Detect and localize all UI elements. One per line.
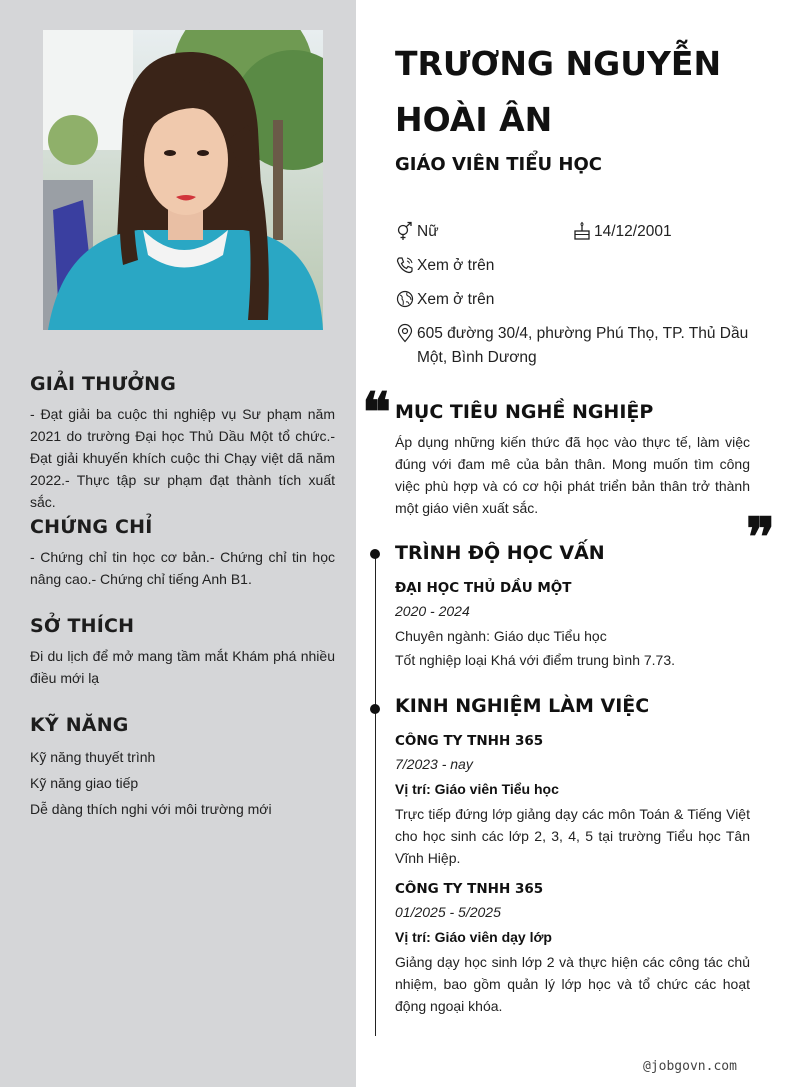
objective-title: MỤC TIÊU NGHỀ NGHIỆP: [395, 401, 654, 423]
open-quote-icon: ❝: [362, 380, 392, 444]
education-period: 2020 - 2024: [395, 603, 470, 619]
watermark-text: @jobgovn.com: [643, 1059, 737, 1074]
sidebar: [0, 0, 356, 1087]
job-description: Giảng dạy học sinh lớp 2 và thực hiện các công tác chủ nhiệm, bao gồm quản lý lớp học và tổ chức các hoạt động ngoại khóa.: [395, 954, 750, 1014]
candidate-name: TRƯƠNG NGUYỄN HOÀI ÂN: [395, 44, 722, 139]
school-name: ĐẠI HỌC THỦ DẦU MỘT: [395, 580, 572, 596]
timeline-dot: [370, 704, 380, 714]
certificates-text: - Chứng chỉ tin học cơ bản.- Chứng chỉ tin học nâng cao.- Chứng chỉ tiếng Anh B1.: [30, 549, 335, 587]
hobbies-title: SỞ THÍCH: [30, 615, 135, 637]
address-row: [395, 322, 750, 370]
job-role: Vị trí: Giáo viên dạy lớp: [395, 929, 552, 945]
gender-row: [395, 220, 439, 244]
address-value: 605 đường 30/4, phường Phú Thọ, TP. Thủ Dầu Một, Bình Dương: [417, 325, 749, 366]
phone-value: Xem ở trên: [417, 257, 495, 274]
education-major: Chuyên ngành: Giáo dục Tiểu học: [395, 628, 607, 644]
job-period: 7/2023 - nay: [395, 756, 473, 772]
gender-value: Nữ: [417, 223, 439, 240]
job-period: 01/2025 - 5/2025: [395, 904, 501, 920]
certificates-section: [30, 516, 335, 590]
objective-text: Áp dụng những kiến thức đã học vào thực tế, làm việc đúng với đam mê của bản thân. Mong muốn tìm công việc phù hợp và có cơ hội phát triển bản thân trở thành một giáo viên xuất sắc.: [395, 434, 750, 516]
hobbies-section: [30, 615, 335, 689]
birthdate-value: 14/12/2001: [594, 223, 672, 240]
skill-item: Kỹ năng thuyết trình: [30, 749, 156, 765]
timeline-dot: [370, 549, 380, 559]
job-description: Trực tiếp đứng lớp giảng dạy các môn Toán & Tiếng Việt cho học sinh các lớp 2, 3, 4, 5 tại trường Tiểu học Tân Vĩnh Hiệp.: [395, 806, 750, 866]
cake-icon: [572, 221, 592, 241]
birthdate-row: [572, 220, 672, 244]
awards-section: [30, 373, 335, 513]
skills-title: KỸ NĂNG: [30, 714, 129, 736]
website-value: Xem ở trên: [417, 291, 495, 308]
job-role: Vị trí: Giáo viên Tiểu học: [395, 781, 559, 797]
skills-section: [30, 714, 335, 822]
experience-title: KINH NGHIỆM LÀM VIỆC: [395, 695, 650, 717]
certificates-title: CHỨNG CHỈ: [30, 516, 153, 538]
skill-item: Dễ dàng thích nghi với môi trường mới: [30, 801, 272, 817]
close-quote-icon: ❞: [746, 505, 776, 569]
skill-item: Kỹ năng giao tiếp: [30, 775, 139, 791]
hobbies-text: Đi du lịch để mở mang tầm mắt Khám phá nhiều điều mới lạ: [30, 648, 335, 686]
company-name: CÔNG TY TNHH 365: [395, 881, 544, 897]
timeline-line: [375, 552, 376, 1036]
gender-icon: [395, 221, 415, 241]
phone-icon: [395, 255, 415, 275]
awards-title: GIẢI THƯỞNG: [30, 373, 177, 395]
website-row: [395, 288, 494, 312]
location-pin-icon: [395, 323, 415, 343]
awards-text: - Đạt giải ba cuộc thi nghiệp vụ Sư phạm năm 2021 do trường Đại học Thủ Dầu Một tổ chức.- Đạt giải khuyến khích cuộc thi Chạy việt dã năm 2022.- Thực tập sư phạm đạt thành tích xuất sắc.: [30, 406, 335, 510]
education-result: Tốt nghiệp loại Khá với điểm trung bình 7.73.: [395, 652, 676, 668]
profile-photo: [43, 30, 323, 330]
globe-icon: [395, 289, 415, 309]
job-title: GIÁO VIÊN TIỂU HỌC: [395, 154, 602, 175]
phone-row: [395, 254, 494, 278]
education-title: TRÌNH ĐỘ HỌC VẤN: [395, 542, 605, 564]
company-name: CÔNG TY TNHH 365: [395, 733, 544, 749]
